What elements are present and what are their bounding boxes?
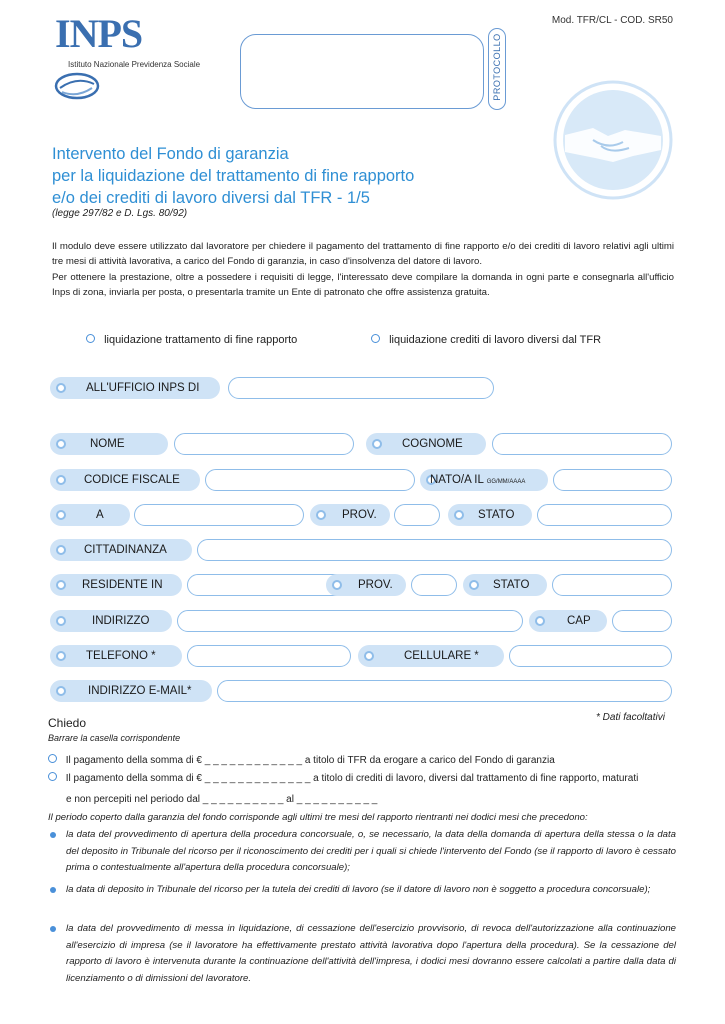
label-cap: CAP [529,610,607,632]
prov-residenza-input[interactable] [411,574,457,596]
stato-residenza-input[interactable] [552,574,672,596]
bullet-knob-icon [56,616,66,626]
bullet-knob-icon [56,686,66,696]
residente-in-input[interactable] [187,574,347,596]
bullet-knob-icon [56,545,66,555]
periodo-text: Il periodo coperto dalla garanzia del fondo corrisponde agli ultimi tre mesi del rapporto rientranti nei dodici mesi che precedono: [48,812,588,823]
bullet-dot-icon [50,832,56,838]
bullet-knob-icon [56,510,66,520]
bullet-knob-icon [454,510,464,520]
bullet-dot-icon [50,926,56,932]
intro-text [52,239,674,301]
bullet-knob-icon [316,510,326,520]
label-nato-il: NATO/A IL GG/MM/AAAA [420,469,548,491]
label-telefono: TELEFONO * [50,645,182,667]
cap-input[interactable] [612,610,672,632]
option-crediti-label: liquidazione crediti di lavoro diversi dal TFR [389,334,602,346]
label-indirizzo: INDIRIZZO [50,610,172,632]
legge-reference: (legge 297/82 e D. Lgs. 80/92) [52,208,188,219]
intro-paragraph-2: Per ottenere la prestazione, oltre a possedere i requisiti di legge, l'interessato deve compilare la domanda in ogni parte e consegnarla all'ufficio Inps di zona, inviarla per posta, o presentarla tramite un Ente di patronato che offre assistenza gratuita. [52,271,674,299]
stato-nascita-input[interactable] [537,504,672,526]
option-crediti[interactable] [371,334,601,346]
request-crediti[interactable] [48,772,678,786]
inps-logo-subtitle: Istituto Nazionale Previdenza Sociale [68,60,201,69]
bullet-knob-icon [469,580,479,590]
bullet-item-1: la data del provvedimento di apertura della procedura concorsuale, o, se necessario, la data della domanda di apertura della stessa o la data del deposito in Tribunale del ricorso per il riconoscimento dei crediti per i quali si chiede l'intervento del Fondo (se il rapporto di lavoro è cessato prima o contestualmente all'apertura della procedura concorsuale); [48,827,676,877]
request-crediti-text: Il pagamento della somma di € _ _ _ _ _ _ _ _ _ _ _ _ _ a titolo di crediti di lavoro, diversi dal trattamento di fine rapporto, maturati [65,773,639,784]
label-cellulare: CELLULARE * [358,645,504,667]
bullet-knob-icon [56,383,66,393]
label-cognome: COGNOME [366,433,486,455]
cittadinanza-input[interactable] [197,539,672,561]
protocol-label: PROTOCOLLO [492,33,502,101]
barrare-note: Barrare la casella corrispondente [48,733,181,743]
label-a: A [50,504,130,526]
request-tfr-radio[interactable] [48,754,57,763]
codice-fiscale-input[interactable] [205,469,415,491]
bullet-knob-icon [56,580,66,590]
label-stato-nascita: STATO [448,504,532,526]
label-codice-fiscale: CODICE FISCALE [50,469,200,491]
nome-input[interactable] [174,433,354,455]
indirizzo-input[interactable] [177,610,523,632]
label-ufficio: ALL'UFFICIO INPS DI [50,377,220,399]
chiedo-heading: Chiedo [48,716,87,730]
request-tfr[interactable] [48,754,678,768]
intro-paragraph-1: Il modulo deve essere utilizzato dal lavoratore per chiedere il pagamento del trattamento di fine rapporto e/o dei crediti di lavoro relativi agli ultimi tre mesi di attività lavorativa, a carico del Fondo di garanzia, in caso d'insolvenza del datore di lavoro. [52,241,674,268]
option-tfr[interactable] [86,334,297,346]
title-line-3: e/o dei crediti di lavoro diversi dal TFR - 1/5 [52,189,370,207]
label-nome: NOME [50,433,168,455]
label-cittadinanza: CITTADINANZA [50,539,192,561]
bullet-knob-icon [332,580,342,590]
module-code: Mod. TFR/CL - COD. SR50 [551,15,673,26]
telefono-input[interactable] [187,645,351,667]
cognome-input[interactable] [492,433,672,455]
option-tfr-label: liquidazione trattamento di fine rapporto [104,334,298,346]
bullet-knob-icon [56,651,66,661]
title-line-1: Intervento del Fondo di garanzia [52,145,289,163]
form-title [52,143,512,209]
request-tfr-text: Il pagamento della somma di € _ _ _ _ _ _ _ _ _ _ _ _ a titolo di TFR da erogare a carico del Fondo di garanzia [65,755,555,766]
label-email: INDIRIZZO E-MAIL* [50,680,212,702]
email-input[interactable] [217,680,672,702]
label-prov-nascita: PROV. [310,504,390,526]
bullet-item-3: la data del provvedimento di messa in liquidazione, di cessazione dell'esercizio provvisorio, di revoca dell'autorizzazione alla continuazione all'esercizio di impresa (se il lavoratore ha effettivamente prestato attività lavorativa dopo l'apertura della procedura). Se la cessazione del rapporto di lavoro è intervenuta durante la continuazione dell'attività dell'impresa, i dodici mesi dovranno essere calcolati a partire dalla data di licenziamento o di dimissioni del lavoratore. [48,921,676,987]
bullet-knob-icon [372,439,382,449]
prov-nascita-input[interactable] [394,504,440,526]
dati-facoltativi-note: * Dati facoltativi [596,712,665,723]
bullet-knob-icon [535,616,545,626]
nato-il-input[interactable] [553,469,672,491]
inps-logo-swirl-icon [54,72,100,100]
label-prov-residenza: PROV. [326,574,406,596]
handshake-icon [553,80,673,200]
bullet-item-2: la data di deposito in Tribunale del ricorso per la tutela dei crediti di lavoro (se il datore di lavoro non è soggetto a procedura concorsuale); [48,882,676,899]
title-line-2: per la liquidazione del trattamento di fine rapporto [52,167,415,185]
inps-logo: INPS [55,11,143,56]
request-crediti-radio[interactable] [48,772,57,781]
bullet-knob-icon [364,651,374,661]
label-residente-in: RESIDENTE IN [50,574,182,596]
luogo-nascita-input[interactable] [134,504,304,526]
option-tfr-radio[interactable] [86,334,95,343]
request-crediti-periodo: e non percepiti nel periodo dal _ _ _ _ _ _ _ _ _ _ al _ _ _ _ _ _ _ _ _ _ [66,794,378,805]
label-stato-residenza: STATO [463,574,547,596]
bullet-knob-icon [56,475,66,485]
bullet-knob-icon [56,439,66,449]
option-crediti-radio[interactable] [371,334,380,343]
bullet-dot-icon [50,887,56,893]
ufficio-input[interactable] [228,377,494,399]
cellulare-input[interactable] [509,645,672,667]
protocol-box [240,34,484,109]
